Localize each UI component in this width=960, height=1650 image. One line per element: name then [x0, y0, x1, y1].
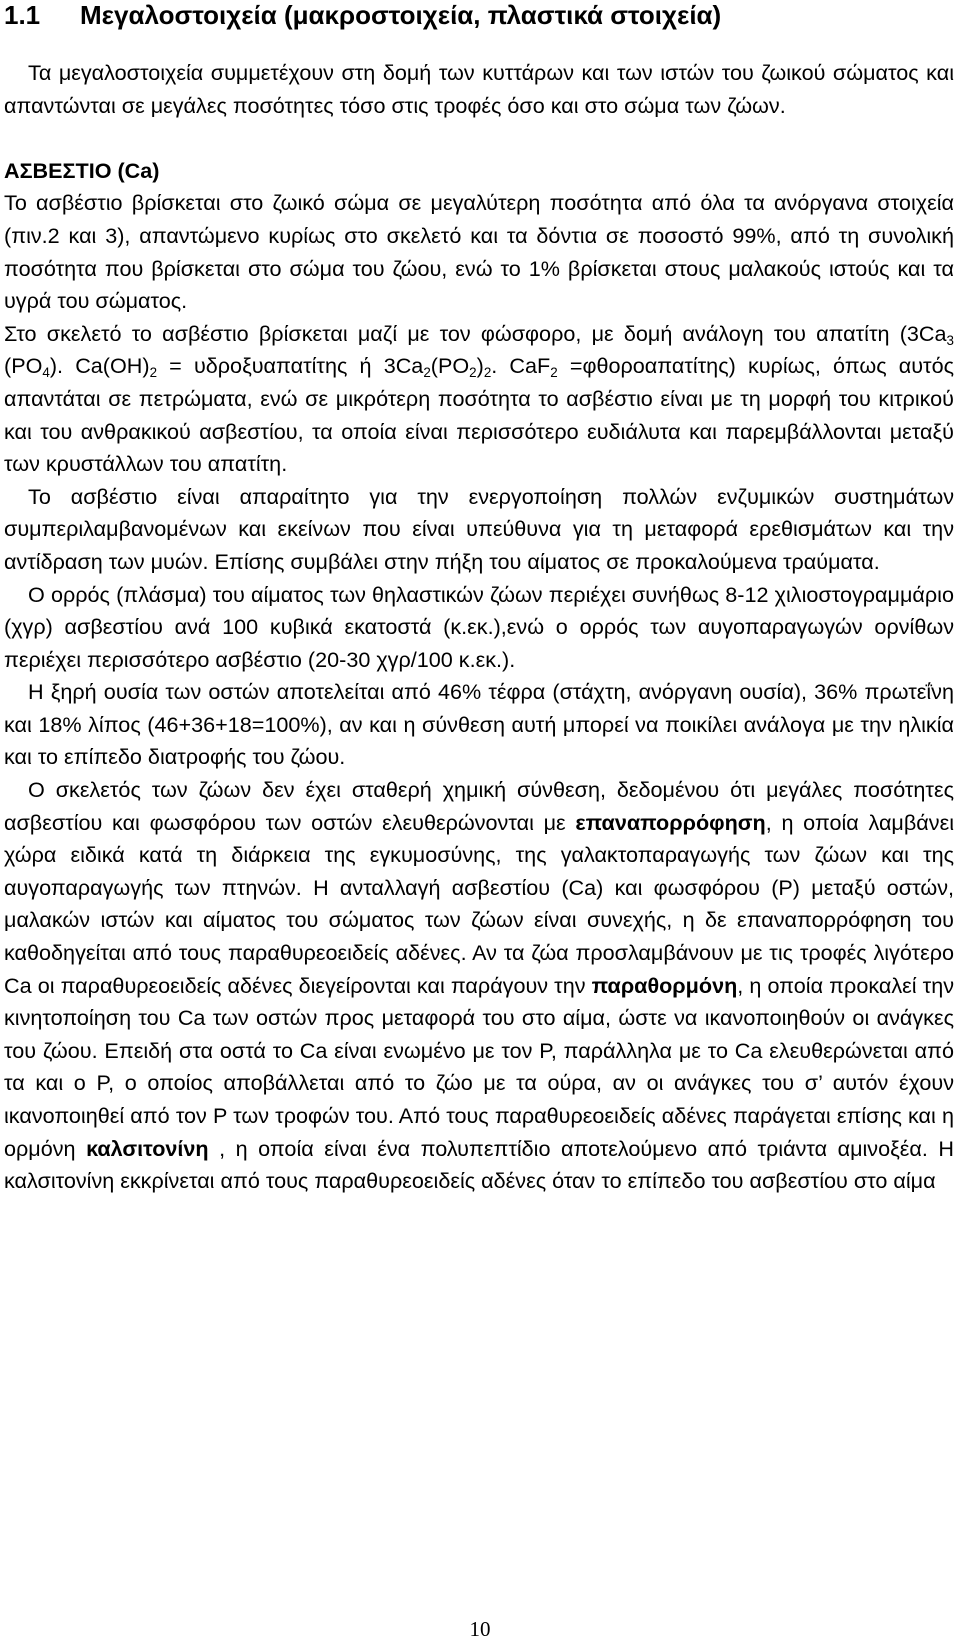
term-parathormone: παραθορμόνη [591, 972, 738, 998]
intro-paragraph: Τα μεγαλοστοιχεία συμμετέχουν στη δομή των κυττάρων και των ιστών του ζωικού σώματος και απαντώνται σε μεγάλες ποσότητες τόσο στις τροφές όσο και στο σώμα των ζώων. [4, 60, 954, 118]
term-reabsorption: επαναπορρόφηση [575, 809, 766, 835]
calcium-paragraph-3: Το ασβέστιο είναι απαραίτητο για την ενεργοποίηση πολλών ενζυμικών συστημάτων συμπεριλαμβανομένων και εκείνων που είναι υπεύθυνα για τη μεταφορά ερεθισμάτων και την αντίδραση των μυών. Επίσης συμβάλει στην πήξη του αίματος σε προκαλούμενα τραύματα. [4, 483, 954, 574]
calcium-paragraph-1: Το ασβέστιο βρίσκεται στο ζωικό σώμα σε μεγαλύτερη ποσότητα από όλα τα ανόργανα στοιχεία (πιν.2 και 3), απαντώμενο κυρίως στο σκελετό και τα δόντια σε ποσοστό 99%, από τη συνολική ποσότητα που βρίσκεται στο σώμα του ζώου, ενώ το 1% βρίσκεται στους μαλακούς ιστούς και τα υγρά του σώματος. [4, 190, 954, 314]
calcium-paragraph-5: Η ξηρή ουσία των οστών αποτελείται από 46% τέφρα (στάχτη, ανόργανη ουσία), 36% πρωτεΐνη και 18% λίπος (46+36+18=100%), αν και η σύνθεση αυτή μπορεί να ποικίλει ανάλογα με την ηλικία και το επίπεδο διατροφής του ζώου. [4, 679, 954, 770]
section-title: Μεγαλοστοιχεία (μακροστοιχεία, πλαστικά στοιχεία) [80, 0, 722, 30]
calcium-subtitle: ΑΣΒΕΣΤΙΟ (Ca) [4, 157, 160, 183]
term-calcitonin: καλσιτονίνη [86, 1135, 209, 1161]
section-heading [4, 0, 721, 32]
calcium-paragraph-4: Ο ορρός (πλάσμα) του αίματος των θηλαστικών ζώων περιέχει συνήθως 8-12 χιλιοστογραμμάριο (χγρ) ασβεστίου ανά 100 κυβικά εκατοστά (κ.εκ.),ενώ ο ορρός των αυγοπαραγωγών ορνίθων περιέχει περισσότερο ασβέστιο (20-30 χγρ/100 κ.εκ.). [4, 581, 954, 672]
calcium-paragraph-6: Ο σκελετός των ζώων δεν έχει σταθερή χημική σύνθεση, δεδομένου ότι μεγάλες ποσότητες ασβεστίου και φωσφόρου των οστών ελευθερώνονται με επαναπορρόφηση, η οποία λαμβάνει χώρα ειδικά κατά τη διάρκεια της εγκυμοσύνης, της γαλακτοπαραγωγής των ζώων και της αυγοπαραγωγής των πτηνών. Η ανταλλαγή ασβεστίου (Ca) και φωσφόρου (P) μεταξύ οστών, μαλακών ιστών και αίματος του σώματος των ζώων είναι συνεχής, η δε επαναπορρόφηση του καθοδηγείται από τους παραθυρεοειδείς αδένες. Αν τα ζώα προσλαμβάνουν με τις τροφές λιγότερο Ca οι παραθυρεοειδείς αδένες διεγείρονται και παράγουν την παραθορμόνη, η οποία προκαλεί την κινητοποίηση του Ca των οστών προς μεταφορά του στο αίμα, ώστε να ικανοποιηθούν οι ανάγκες του ζώου. Επειδή στα οστά το Ca είναι ενωμένο με τον P, παράλληλα με το Ca ελευθερώνεται από τα και ο P, ο οποίος αποβάλλεται από το ζώο με τα ούρα, αν οι ανάγκες του σ’ αυτόν έχουν ικανοποιηθεί από τον P των τροφών του. Από τους παραθυρεοειδείς αδένες παράγεται επίσης και η ορμόνη καλσιτονίνη , η οποία είναι ένα πολυπεπτίδιο αποτελούμενο από τριάντα αμινοξέα. Η καλσιτονίνη εκκρίνεται από τους παραθυρεοειδείς αδένες όταν το επίπεδο του ασβεστίου στο αίμα [4, 777, 954, 1194]
section-number: 1.1 [4, 0, 41, 30]
page-number: 10 [469, 1617, 491, 1641]
calcium-paragraph-2: Στο σκελετό το ασβέστιο βρίσκεται μαζί με τον φώσφορο, με δομή ανάλογη του απατίτη ($3Ca_3$ $(PO_4)$. $Ca(OH)_2 = \upsilon\delta\rho o\xi\upsilon\alpha\pi\alpha\tau ί\tau\eta\varsigma$ ή $3Ca_2(PO_2)_2$. CaF$_2$ =φθοροαπατίτης) κυρίως, όπως αυτός απαντάται σε πετρώματα, ενώ σε μικρότερη ποσότητα το ασβέστιο είναι με τη μορφή του κιτρικού και του ανθρακικού ασβεστίου, τα οποία είναι περισσότερο ευδιάλυτα και παρεμβάλλονται μεταξύ των κρυστάλλων του απατίτη. [4, 320, 955, 477]
body-text [4, 57, 954, 1198]
